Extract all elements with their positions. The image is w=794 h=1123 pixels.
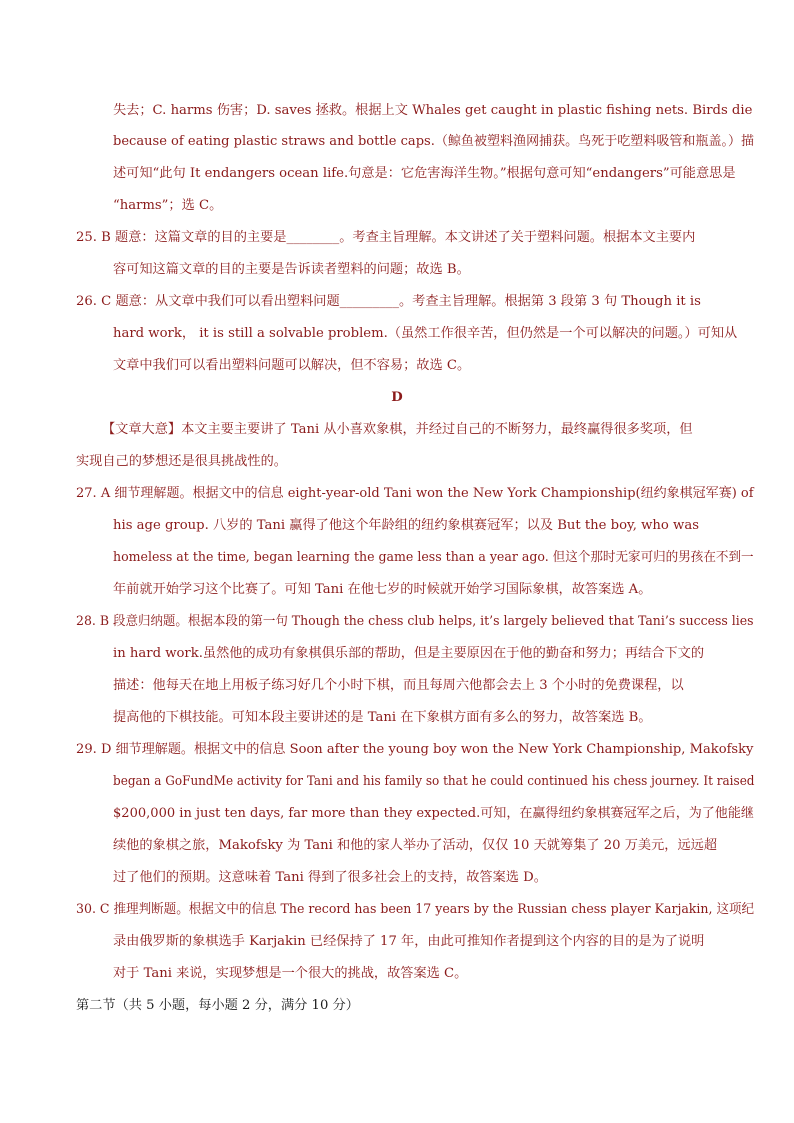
answer-28-line-1: 28. B 段意归纳题。根据本段的第一句 Though the chess club helps, it’s largely believed that Tani’s success lies (76, 614, 754, 629)
summary-line-1: 【文章大意】本文主要主要讲了 Tani 从小喜欢象棋，并经过自己的不断努力，最终赢得很多奖项，但 (102, 422, 693, 437)
answer-30-line-3: 对于 Tani 来说，实现梦想是一个很大的挑战，故答案选 C。 (113, 966, 468, 981)
answer-25-line-1: 25. B 题意：这篇文章的目的主要是________。考查主旨理解。本文讲述了关于塑料问题。根据本文主要内 (76, 230, 696, 245)
summary-line-2: 实现自己的梦想还是很具挑战性的。 (76, 454, 287, 469)
answer-24-explanation-line-4: “harms”；选 C。 (113, 198, 223, 213)
answer-24-explanation-line-1: 失去；C. harms 伤害；D. saves 拯救。根据上文 Whales get caught in plastic fishing nets. Birds die (113, 103, 753, 118)
answer-29-line-5: 过了他们的预期。这意味着 Tani 得到了很多社会上的支持，故答案选 D。 (113, 870, 547, 885)
answer-28-line-3: 描述：他每天在地上用板子练习好几个小时下棋，而且每周六他都会去上 3 个小时的免费课程，以 (113, 678, 684, 693)
answer-26-line-2: hard work， it is still a solvable problem.（虽然工作很辛苦，但仍然是一个可以解决的问题。）可知从 (113, 326, 738, 341)
answer-29-line-1: 29. D 细节理解题。根据文中的信息 Soon after the young boy won the New York Championship, Makofsky (76, 742, 754, 757)
section-heading-d: D (391, 390, 403, 405)
answer-29-line-2: began a GoFundMe activity for Tani and his family so that he could continued his chess journey. It raised (113, 774, 755, 789)
answer-26-line-3: 文章中我们可以看出塑料问题可以解决，但不容易；故选 C。 (113, 358, 471, 373)
part-two-heading: 第二节（共 5 小题，每小题 2 分，满分 10 分） (76, 998, 359, 1013)
answer-28-line-4: 提高他的下棋技能。可知本段主要讲述的是 Tani 在下象棋方面有多么的努力，故答案选 B。 (113, 710, 652, 725)
answer-27-line-3: homeless at the time, began learning the game less than a year ago. 但这个那时无家可归的男孩在不到一 (113, 550, 754, 565)
answer-25-line-2: 容可知这篇文章的目的主要是告诉读者塑料的问题；故选 B。 (113, 262, 470, 277)
answer-24-explanation-line-2: because of eating plastic straws and bottle caps.（鲸鱼被塑料渔网捕获。鸟死于吃塑料吸管和瓶盖。）描 (113, 134, 755, 149)
answer-28-line-2: in hard work.虽然他的成功有象棋俱乐部的帮助，但是主要原因在于他的勤奋和努力；再结合下文的 (113, 646, 705, 661)
answer-27-line-4: 年前就开始学习这个比赛了。可知 Tani 在他七岁的时候就开始学习国际象棋，故答案选 A。 (113, 582, 652, 597)
answer-27-line-1: 27. A 细节理解题。根据文中的信息 eight-year-old Tani won the New York Championship(纽约象棋冠军赛) of (76, 486, 754, 501)
answer-26-line-1: 26. C 题意：从文章中我们可以看出塑料问题_________。考查主旨理解。根据第 3 段第 3 句 Though it is (76, 294, 701, 309)
answer-30-line-2: 录由俄罗斯的象棋选手 Karjakin 已经保持了 17 年，由此可推知作者提到这个内容的目的是为了说明 (113, 934, 705, 949)
answer-27-line-2: his age group. 八岁的 Tani 赢得了他这个年龄组的纽约象棋赛冠军；以及 But the boy, who was (113, 518, 699, 533)
answer-30-line-1: 30. C 推理判断题。根据文中的信息 The record has been 17 years by the Russian chess player Karjakin, 这项纪 (76, 902, 755, 917)
answer-29-line-3: $200,000 in just ten days, far more than they expected.可知，在赢得纽约象棋赛冠军之后，为了他能继 (113, 806, 754, 821)
answer-24-explanation-line-3: 述可知“此句 It endangers ocean life.句意是：它危害海洋生物。”根据句意可知“endangers”可能意思是 (113, 166, 736, 181)
answer-29-line-4: 续他的象棋之旅，Makofsky 为 Tani 和他的家人举办了活动，仅仅 10 天就筹集了 20 万美元，远远超 (113, 838, 718, 853)
